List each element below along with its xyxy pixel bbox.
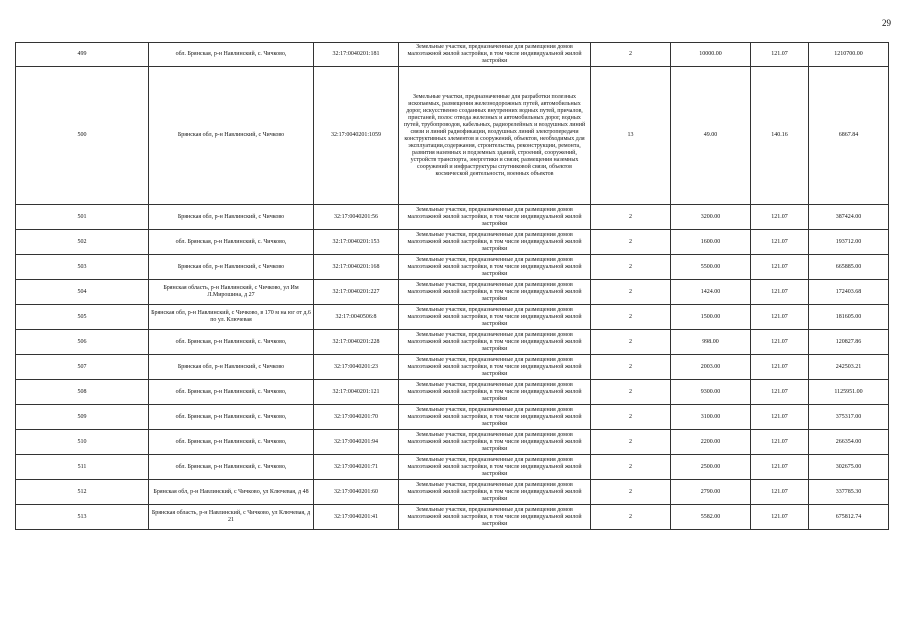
cell-row-number: 512 [16,480,149,505]
cell-rate: 121.07 [751,255,809,280]
cell-land-purpose: Земельные участки, предназначенные для размещения домов малоэтажной жилой застройки, в том числе индивидуальной жилой застройки [399,255,591,280]
cell-land-purpose: Земельные участки, предназначенные для размещения домов малоэтажной жилой застройки, в том числе индивидуальной жилой застройки [399,305,591,330]
cell-cadastral-number: 32:17:0040506:8 [314,305,399,330]
cell-group: 2 [591,280,671,305]
cell-area: 3100.00 [671,405,751,430]
table-row [16,280,889,305]
cell-rate: 121.07 [751,505,809,530]
cell-address: обл. Брянская, р-н Навлинский, с. Чичково, [149,330,314,355]
cell-land-purpose: Земельные участки, предназначенные для размещения домов малоэтажной жилой застройки, в том числе индивидуальной жилой застройки [399,205,591,230]
cell-address: Брянская область, р-н Навлинский, с Чичково, ул Им Л.Мирошина, д 27 [149,280,314,305]
cell-area: 2500.00 [671,455,751,480]
cell-group: 2 [591,455,671,480]
cell-rate: 121.07 [751,480,809,505]
cell-group: 2 [591,305,671,330]
cell-row-number: 508 [16,380,149,405]
cell-land-purpose: Земельные участки, предназначенные для размещения домов малоэтажной жилой застройки, в том числе индивидуальной жилой застройки [399,43,591,67]
cell-address: обл. Брянская, р-н Навлинский, с. Чичково, [149,230,314,255]
cell-group: 2 [591,330,671,355]
cell-cadastral-value: 302675.00 [809,455,889,480]
cell-land-purpose: Земельные участки, предназначенные для размещения домов малоэтажной жилой застройки, в том числе индивидуальной жилой застройки [399,355,591,380]
cell-rate: 121.07 [751,230,809,255]
cell-row-number: 505 [16,305,149,330]
cell-group: 2 [591,230,671,255]
cell-row-number: 513 [16,505,149,530]
cell-area: 2200.00 [671,430,751,455]
table-row [16,205,889,230]
cell-area: 1600.00 [671,230,751,255]
cell-address: обл. Брянская, р-н Навлинский, с. Чичково, [149,43,314,67]
cell-address: обл. Брянская, р-н Навлинский, с. Чичково, [149,430,314,455]
cell-rate: 121.07 [751,380,809,405]
cell-address: Брянская обл, р-н Навлинский, с Чичково, в 170 м на юг от д.6 по ул. Ключевая [149,305,314,330]
cell-rate: 140.16 [751,67,809,205]
cell-rate: 121.07 [751,205,809,230]
cell-rate: 121.07 [751,330,809,355]
table-row [16,405,889,430]
cell-row-number: 507 [16,355,149,380]
cell-cadastral-value: 181605.00 [809,305,889,330]
cell-cadastral-number: 32:17:0040201:94 [314,430,399,455]
table-row [16,67,889,205]
cell-cadastral-number: 32:17:0040201:23 [314,355,399,380]
cell-area: 2003.00 [671,355,751,380]
table-row [16,255,889,280]
cell-row-number: 510 [16,430,149,455]
cell-area: 49.00 [671,67,751,205]
cell-cadastral-number: 32:17:0040201:181 [314,43,399,67]
table-row [16,505,889,530]
cell-cadastral-number: 32:17:0040201:60 [314,480,399,505]
cell-rate: 121.07 [751,455,809,480]
cell-row-number: 504 [16,280,149,305]
cell-cadastral-number: 32:17:0040201:1059 [314,67,399,205]
cell-group: 2 [591,255,671,280]
cell-cadastral-value: 665885.00 [809,255,889,280]
cell-row-number: 509 [16,405,149,430]
cell-cadastral-value: 387424.00 [809,205,889,230]
cell-group: 2 [591,380,671,405]
cell-cadastral-number: 32:17:0040201:71 [314,455,399,480]
cell-cadastral-number: 32:17:0040201:168 [314,255,399,280]
cell-land-purpose: Земельные участки, предназначенные для размещения домов малоэтажной жилой застройки, в том числе индивидуальной жилой застройки [399,330,591,355]
cell-rate: 121.07 [751,280,809,305]
cell-area: 998.00 [671,330,751,355]
cell-row-number: 499 [16,43,149,67]
cell-cadastral-value: 1125951.00 [809,380,889,405]
cell-address: Брянская обл, р-н Навлинский, с Чичково [149,355,314,380]
page-number: 29 [882,18,891,28]
cell-address: Брянская обл, р-н Навлинский, с Чичково [149,67,314,205]
cell-land-purpose: Земельные участки, предназначенные для размещения домов малоэтажной жилой застройки, в том числе индивидуальной жилой застройки [399,430,591,455]
cell-area: 10000.00 [671,43,751,67]
cell-land-purpose: Земельные участки, предназначенные для размещения домов малоэтажной жилой застройки, в том числе индивидуальной жилой застройки [399,480,591,505]
cell-rate: 121.07 [751,430,809,455]
land-registry-table [15,42,889,530]
cell-land-purpose: Земельные участки, предназначенные для размещения домов малоэтажной жилой застройки, в том числе индивидуальной жилой застройки [399,505,591,530]
cell-area: 1500.00 [671,305,751,330]
cell-group: 2 [591,430,671,455]
cell-cadastral-value: 266354.00 [809,430,889,455]
cell-rate: 121.07 [751,355,809,380]
cell-group: 2 [591,43,671,67]
cell-land-purpose: Земельные участки, предназначенные для размещения домов малоэтажной жилой застройки, в том числе индивидуальной жилой застройки [399,455,591,480]
cell-rate: 121.07 [751,305,809,330]
cell-land-purpose: Земельные участки, предназначенные для размещения домов малоэтажной жилой застройки, в том числе индивидуальной жилой застройки [399,280,591,305]
cell-row-number: 506 [16,330,149,355]
table-body [16,43,889,530]
cell-area: 1424.00 [671,280,751,305]
cell-address: обл. Брянская, р-н Навлинский, с. Чичково, [149,405,314,430]
cell-cadastral-number: 32:17:0040201:228 [314,330,399,355]
cell-cadastral-value: 6867.84 [809,67,889,205]
table-row [16,455,889,480]
cell-group: 2 [591,505,671,530]
table-row [16,43,889,67]
cell-row-number: 500 [16,67,149,205]
cell-address: Брянская обл, р-н Навлинский, с Чичково [149,255,314,280]
table-row [16,305,889,330]
cell-group: 2 [591,355,671,380]
cell-rate: 121.07 [751,405,809,430]
cell-cadastral-number: 32:17:0040201:70 [314,405,399,430]
cell-cadastral-value: 172403.68 [809,280,889,305]
table-row [16,355,889,380]
cell-address: Брянская обл, р-н Навлинский, с Чичково, ул Ключевая, д 48 [149,480,314,505]
cell-area: 9300.00 [671,380,751,405]
cell-cadastral-value: 193712.00 [809,230,889,255]
cell-cadastral-number: 32:17:0040201:56 [314,205,399,230]
cell-group: 2 [591,480,671,505]
cell-cadastral-number: 32:17:0040201:41 [314,505,399,530]
cell-land-purpose: Земельные участки, предназначенные для размещения домов малоэтажной жилой застройки, в том числе индивидуальной жилой застройки [399,230,591,255]
cell-row-number: 511 [16,455,149,480]
cell-address: Брянская область, р-н Навлинский, с Чичково, ул Ключевая, д 21 [149,505,314,530]
cell-row-number: 502 [16,230,149,255]
cell-group: 13 [591,67,671,205]
cell-group: 2 [591,405,671,430]
cell-cadastral-number: 32:17:0040201:227 [314,280,399,305]
cell-land-purpose: Земельные участки, предназначенные для размещения домов малоэтажной жилой застройки, в том числе индивидуальной жилой застройки [399,405,591,430]
cell-land-purpose: Земельные участки, предназначенные для размещения домов малоэтажной жилой застройки, в том числе индивидуальной жилой застройки [399,380,591,405]
cell-rate: 121.07 [751,43,809,67]
cell-cadastral-value: 242503.21 [809,355,889,380]
table-row [16,380,889,405]
cell-cadastral-value: 120827.86 [809,330,889,355]
cell-area: 5500.00 [671,255,751,280]
table-row [16,430,889,455]
cell-area: 3200.00 [671,205,751,230]
cell-cadastral-value: 375317.00 [809,405,889,430]
cell-land-purpose: Земельные участки, предназначенные для разработки полезных ископаемых, размещения железнодорожных путей, автомобильных дорог, искусственно созданных внутренних водных путей, причалов, пристаней, полос отвода железных и автомобильных дорог, водных путей, трубопроводов, кабельных, радиорелейных и воздушных линий связи и линий радиофикации, воздушных линий электропередачи конструктивных элементов и сооружений, объектов, необходимых для эксплуатации,содержания, строительства, реконструкции, ремонта, развития наземных и подземных зданий, строений, сооружений, устройств транспорта, энергетики и связи; размещения наземных сооружений и инфраструктуры спутниковой связи, объектов космической деятельности, военных объектов [399,67,591,205]
table-row [16,480,889,505]
cell-cadastral-number: 32:17:0040201:121 [314,380,399,405]
cell-row-number: 501 [16,205,149,230]
cell-cadastral-value: 337785.30 [809,480,889,505]
table-row [16,330,889,355]
cell-area: 2790.00 [671,480,751,505]
cell-area: 5582.00 [671,505,751,530]
cell-cadastral-number: 32:17:0040201:153 [314,230,399,255]
cell-address: Брянская обл, р-н Навлинский, с Чичково [149,205,314,230]
cell-address: обл. Брянская, р-н Навлинский, с. Чичково, [149,455,314,480]
cell-address: обл. Брянская, р-н Навлинский, с. Чичково, [149,380,314,405]
cell-group: 2 [591,205,671,230]
table-row [16,230,889,255]
cell-row-number: 503 [16,255,149,280]
cell-cadastral-value: 1210700.00 [809,43,889,67]
cell-cadastral-value: 675812.74 [809,505,889,530]
